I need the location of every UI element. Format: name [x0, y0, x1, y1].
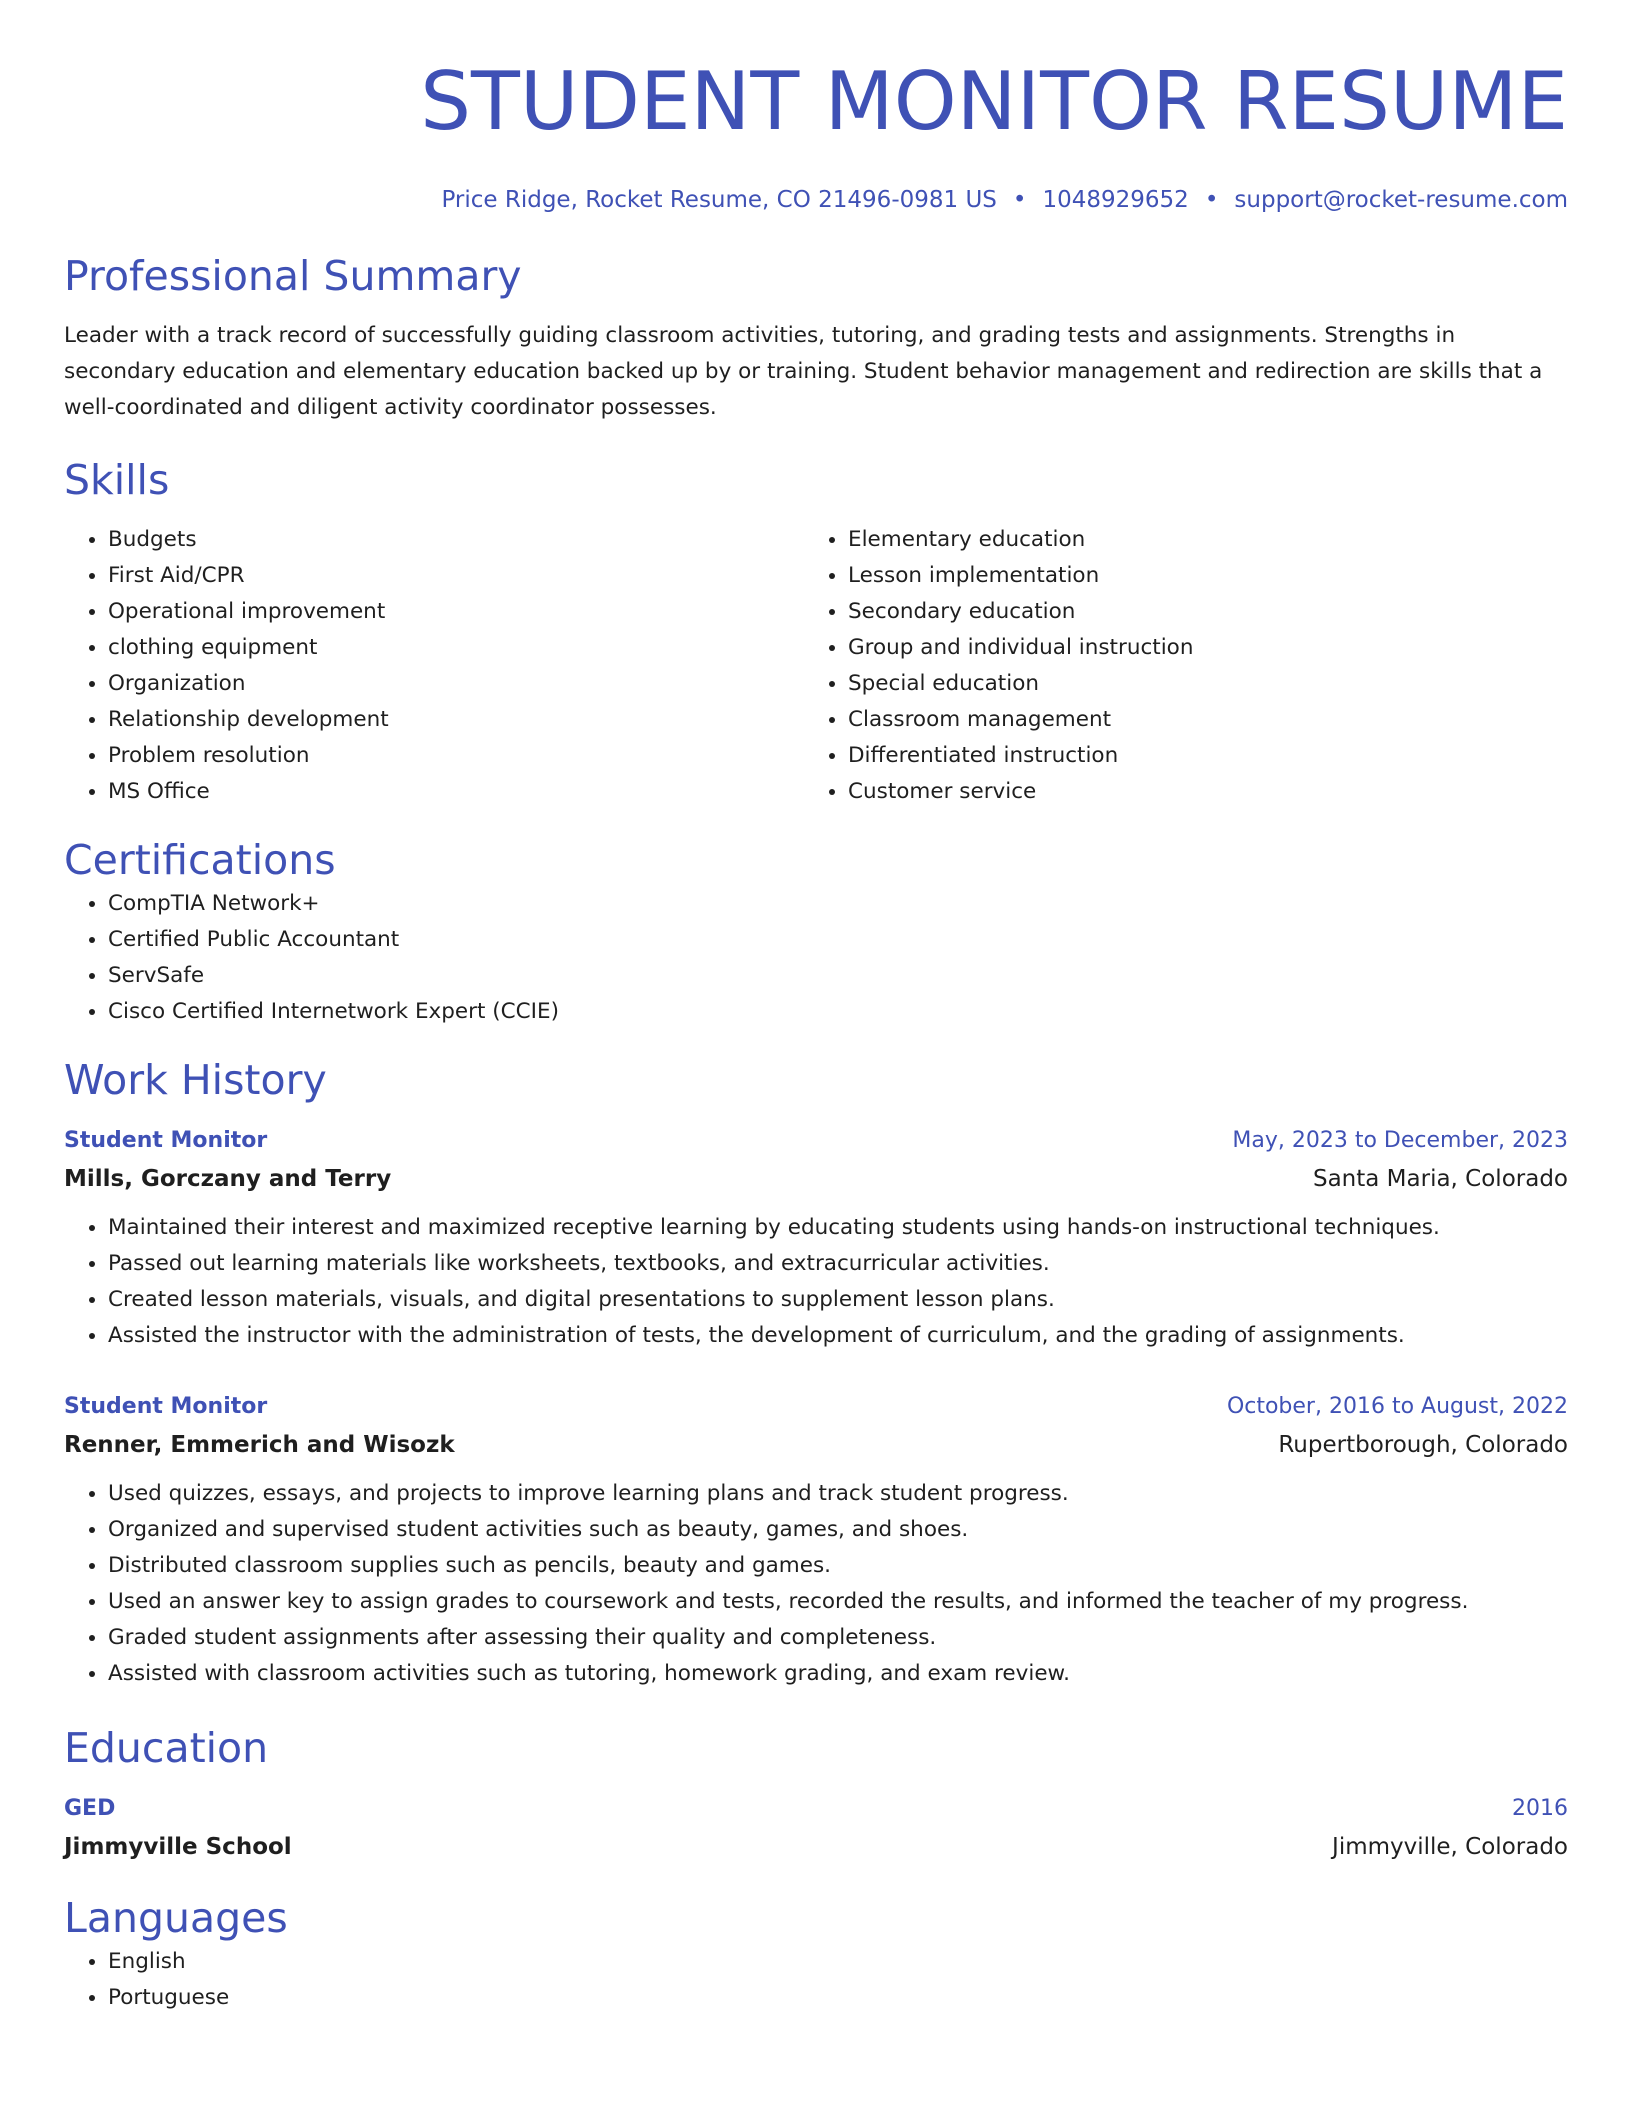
- section-title-education: Education: [64, 1724, 269, 1772]
- education-year: 2016: [1512, 1796, 1568, 1821]
- job-role: Student Monitor: [64, 1128, 268, 1153]
- education-section: [64, 1722, 1568, 1866]
- skill-item: • Lesson implementation: [848, 558, 1544, 594]
- skill-item: • Operational improvement: [108, 594, 804, 630]
- language-item: • Portuguese: [108, 1980, 1568, 2016]
- skill-item: • Group and individual instruction: [848, 630, 1544, 666]
- job-bullet: • Distributed classroom supplies such as pencils, beauty and games.: [108, 1548, 1568, 1584]
- job-company-row: [64, 1426, 1568, 1464]
- skill-item: • clothing equipment: [108, 630, 804, 666]
- job-bullet: • Created lesson materials, visuals, and digital presentations to supplement lesson plans.: [108, 1282, 1568, 1318]
- language-item: • English: [108, 1944, 1568, 1980]
- work-history-section: [64, 1054, 1568, 1692]
- job-location: Rupertborough, Colorado: [1278, 1432, 1568, 1458]
- skill-item: • MS Office: [108, 774, 804, 810]
- skill-item: • Differentiated instruction: [848, 738, 1544, 774]
- contact-line: [64, 184, 1568, 216]
- resume-header: [64, 0, 1568, 216]
- certifications-list: [64, 886, 1568, 1030]
- job-bullet: • Maintained their interest and maximized receptive learning by educating students using hands-on instructional techniques.: [108, 1210, 1568, 1246]
- job-bullet: • Used quizzes, essays, and projects to improve learning plans and track student progress.: [108, 1476, 1568, 1512]
- section-title-certifications: Certifications: [64, 836, 336, 884]
- languages-list: [64, 1944, 1568, 2016]
- resume-page: [64, 0, 1568, 2016]
- summary-section: [64, 250, 1568, 426]
- job-entry: [64, 1388, 1568, 1692]
- certification-item: • ServSafe: [108, 958, 1568, 994]
- job-company: Mills, Gorczany and Terry: [64, 1166, 392, 1192]
- job-bullet: • Assisted the instructor with the administration of tests, the development of curriculum, and the grading of assignments.: [108, 1318, 1568, 1354]
- section-title-work-history: Work History: [64, 1056, 327, 1104]
- job-bullet: • Passed out learning materials like worksheets, textbooks, and extracurricular activities.: [108, 1246, 1568, 1282]
- skill-item: • Problem resolution: [108, 738, 804, 774]
- certification-item: • CompTIA Network+: [108, 886, 1568, 922]
- job-role: Student Monitor: [64, 1394, 268, 1419]
- skill-item: • Classroom management: [848, 702, 1544, 738]
- job-role-row: [64, 1388, 1568, 1426]
- certification-item: • Cisco Certified Internetwork Expert (CCIE): [108, 994, 1568, 1030]
- education-school: Jimmyville School: [64, 1834, 292, 1860]
- job-company: Renner, Emmerich and Wisozk: [64, 1432, 455, 1458]
- contact-address: Price Ridge, Rocket Resume, CO 21496-0981 US: [441, 187, 997, 213]
- job-dates: October, 2016 to August, 2022: [1226, 1394, 1568, 1419]
- education-entry: [64, 1790, 1568, 1866]
- skill-item: • Customer service: [848, 774, 1544, 810]
- skill-item: • Organization: [108, 666, 804, 702]
- job-bullet: • Used an answer key to assign grades to coursework and tests, recorded the results, and informed the teacher of my progress.: [108, 1584, 1568, 1620]
- education-degree-row: [64, 1790, 1568, 1828]
- section-title-summary: Professional Summary: [64, 252, 522, 300]
- job-dates: May, 2023 to December, 2023: [1232, 1128, 1568, 1153]
- skill-item: • Secondary education: [848, 594, 1544, 630]
- skills-list-left: [64, 522, 804, 810]
- section-title-skills: Skills: [64, 456, 170, 504]
- education-school-row: [64, 1828, 1568, 1866]
- languages-section: [64, 1892, 1568, 2016]
- skills-grid: [64, 522, 1568, 810]
- job-company-row: [64, 1160, 1568, 1198]
- skill-item: • Budgets: [108, 522, 804, 558]
- job-entry: [64, 1122, 1568, 1354]
- resume-name: STUDENT MONITOR RESUME: [420, 55, 1568, 148]
- skill-item: • Elementary education: [848, 522, 1544, 558]
- contact-separator: •: [1204, 187, 1219, 213]
- skill-item: • Relationship development: [108, 702, 804, 738]
- job-bullet: • Organized and supervised student activities such as beauty, games, and shoes.: [108, 1512, 1568, 1548]
- summary-text: Leader with a track record of successfully guiding classroom activities, tutoring, and grading tests and assignments. Strengths in secondary education and elementary education backed up by or training. Student behavior management and redirection are skills that a well-coordinated and diligent activity coordinator possesses.: [64, 323, 1543, 420]
- skills-section: [64, 454, 1568, 810]
- education-location: Jimmyville, Colorado: [1332, 1834, 1568, 1860]
- job-bullet: • Graded student assignments after assessing their quality and completeness.: [108, 1620, 1568, 1656]
- education-degree: GED: [64, 1796, 116, 1821]
- job-bullet: • Assisted with classroom activities such as tutoring, homework grading, and exam review.: [108, 1656, 1568, 1692]
- job-location: Santa Maria, Colorado: [1312, 1166, 1568, 1192]
- certification-item: • Certified Public Accountant: [108, 922, 1568, 958]
- contact-separator: •: [1012, 187, 1027, 213]
- job-role-row: [64, 1122, 1568, 1160]
- job-bullets: [64, 1210, 1568, 1354]
- contact-phone: 1048929652: [1042, 187, 1189, 213]
- skill-item: • Special education: [848, 666, 1544, 702]
- skills-column-left: [64, 522, 804, 810]
- job-bullets: [64, 1476, 1568, 1692]
- section-title-languages: Languages: [64, 1894, 288, 1942]
- skills-list-right: [804, 522, 1544, 810]
- certifications-section: [64, 834, 1568, 1030]
- skills-column-right: [804, 522, 1544, 810]
- skill-item: • First Aid/CPR: [108, 558, 804, 594]
- contact-email[interactable]: support@rocket-resume.com: [1234, 187, 1568, 213]
